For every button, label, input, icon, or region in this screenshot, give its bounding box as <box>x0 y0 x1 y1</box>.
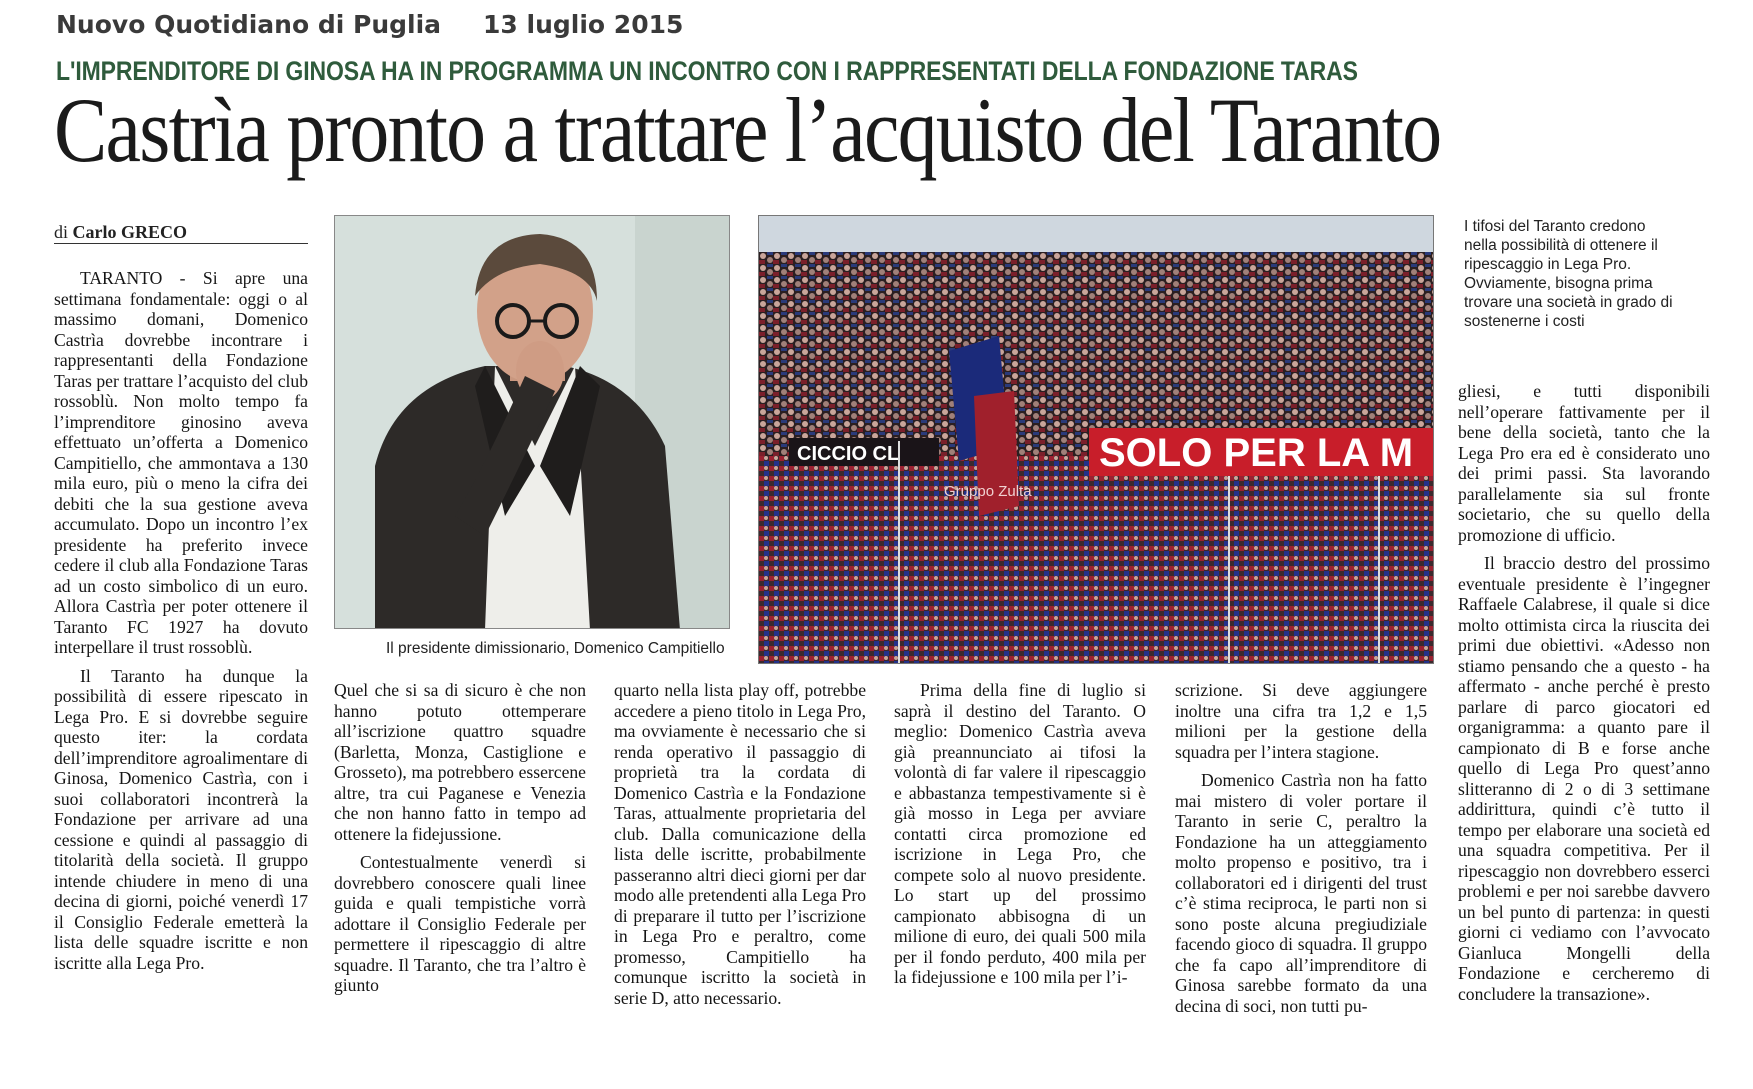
paragraph: Il braccio destro del prossimo eventuale presidente è l’ingegner Raffaele Calabrese, il quale si dice molto ottimista circa la riuscita dei primi due obiettivi. «Adesso non stiamo pensando che a questo - ha affermato - anche perché è presto parlare di parco giocatori ed organigramma: a quanto pare il campionato di B e forse anche quello di Lega Pro quest’anno slitteranno di 2 o di 3 settimane addirittura, quindi c’è tutto il tempo per elaborare una società ed una squadra competitiva. Per il ripescaggio non dovrebbero esserci problemi e per noi sarebbe davvero un bel punto di partenza: in questi giorni ci vediamo con l’avvocato Gianluca Mongelli della Fondazione e cercheremo di concludere la transazione». <box>1458 553 1710 1004</box>
paragraph: Contestualmente venerdì si dovrebbero conoscere quali linee guida e quali tempistiche vorrà adottare il Consiglio Federale per permettere il ripescaggio di altre squadre. Il Taranto, che tra l’altro è giunto <box>334 852 586 995</box>
kicker: L'IMPRENDITORE DI GINOSA HA IN PROGRAMMA UN INCONTRO CON I RAPPRESENTATI DELLA FONDAZIONE TARAS <box>56 56 1358 86</box>
paragraph: scrizione. Si deve aggiungere inoltre una cifra tra 1,2 e 1,5 milioni per la gestione della squadra per l’intera stagione. <box>1175 680 1427 762</box>
portrait-illustration <box>335 216 730 629</box>
column-2 <box>334 680 586 996</box>
crowd-illustration <box>759 216 1434 664</box>
crowd-caption: I tifosi del Taranto credono nella possibilità di ottenere il ripescaggio in Lega Pro. Ovviamente, bisogna prima trovare una società in grado di sostenerne i costi <box>1464 218 1673 330</box>
column-1 <box>54 268 308 973</box>
portrait-photo <box>334 215 730 629</box>
column-4 <box>894 680 1146 988</box>
column-6 <box>1458 381 1710 1004</box>
paragraph: TARANTO - Si apre una settimana fondamentale: oggi o al massimo domani, Domenico Castrìa dovrebbe incontrare i rappresentanti della Fondazione Taras per trattare l’acquisto del club rossoblù. Non molto tempo fa l’imprenditore ginosino aveva effettuato un’offerta a Domenico Campitiello, che ammontava a 130 mila euro, più o meno la cifra dei debiti che la sua gestione aveva accumulato. Dopo un incontro l’ex presidente ha preferito invece cedere il club alla Fondazione Taras ad un costo simbolico di un euro. Allora Castrìa per poter ottenere il Taranto FC 1927 ha dovuto interpellare il trust rossoblù. <box>54 268 308 657</box>
byline <box>54 222 187 243</box>
crowd-photo <box>758 215 1434 664</box>
banner-left: CICCIO CL <box>797 443 900 465</box>
headline: Castrìa pronto a trattare l’acquisto del Taranto <box>54 79 1441 181</box>
flag-text: Gruppo Zulta <box>944 483 1032 500</box>
column-3 <box>614 680 866 1008</box>
paragraph: Il Taranto ha dunque la possibilità di essere ripescato in Lega Pro. E si dovrebbe seguire questo iter: la cordata dell’imprenditore agroalimentare di Ginosa, Domenico Castrìa, con i suoi collaboratori incontrerà la Fondazione per arrivare ad una cessione e quindi al passaggio di titolarità della società. Il gruppo intende chiudere in meno di una decina di giorni, poiché venerdì 17 il Consiglio Federale emetterà la lista delle squadre iscritte e non iscritte alla Lega Pro. <box>54 665 308 973</box>
banner-right: SOLO PER LA M <box>1099 431 1414 475</box>
masthead <box>56 10 683 39</box>
paragraph: quarto nella lista play off, potrebbe accedere a pieno titolo in Lega Pro, ma ovviamente è necessario che si renda operativo il passaggio di proprietà tra la cordata di Domenico Castrìa e la Fondazione Taras, attualmente proprietaria del club. Dalla comunicazione della lista delle iscritte, probabilmente passeranno altri dieci giorni per dar modo alle pretendenti alla Lega Pro di preparare il tutto per l’iscrizione in Lega Pro e peraltro, come promesso, Campitiello ha comunque iscritto la società in serie D, atto necessario. <box>614 680 866 1008</box>
portrait-caption: Il presidente dimissionario, Domenico Campitiello <box>386 640 725 657</box>
byline-rule <box>54 243 308 244</box>
byline-prefix: di <box>54 222 69 242</box>
paragraph: gliesi, e tutti disponibili nell’operare fattivamente per il bene della società, tanto che la Lega Pro era ed è considerato uno dei primi passi. Sta lavorando parallelamente sia sul fronte societario, che su quello della promozione di ufficio. <box>1458 381 1710 545</box>
paragraph: Prima della fine di luglio si saprà il destino del Taranto. O meglio: Domenico Castrìa aveva già preannunciato ai tifosi la volontà di far valere il ripescaggio e abbastanza tempestivamente si è già mosso in Lega per avviare contatti circa promozione ed iscrizione in Lega Pro, che compete solo al nuovo presidente. Lo start up del prossimo campionato abbisogna di un milione di euro, dei quali 500 mila per il fondo perduto, 400 mila per la fidejussione e 100 mila per l’i- <box>894 680 1146 987</box>
byline-author: Carlo GRECO <box>72 222 188 242</box>
newspaper-name: Nuovo Quotidiano di Puglia <box>56 10 442 39</box>
paragraph: Quel che si sa di sicuro è che non hanno potuto ottemperare all’iscrizione quattro squadre (Barletta, Monza, Castiglione e Grosseto), ma potrebbero essercene altre, tra cui Paganese e Venezia che non hanno fatto in tempo ad ottenere la fidejussione. <box>334 680 586 844</box>
paragraph: Domenico Castrìa non ha fatto mai mistero di voler portare il Taranto in serie C, peraltro la Fondazione ha un atteggiamento molto propenso e positivo, tra i collaboratori ed i dirigenti del trust c’è stima reciproca, le parti non si sono poste alcuna pregiudiziale facendo gioco di squadra. Il gruppo che fa capo all’imprenditore di Ginosa sarebbe formato da una decina di soci, non tutti pu- <box>1175 770 1427 1016</box>
column-5 <box>1175 680 1427 1016</box>
issue-date: 13 luglio 2015 <box>483 10 684 39</box>
